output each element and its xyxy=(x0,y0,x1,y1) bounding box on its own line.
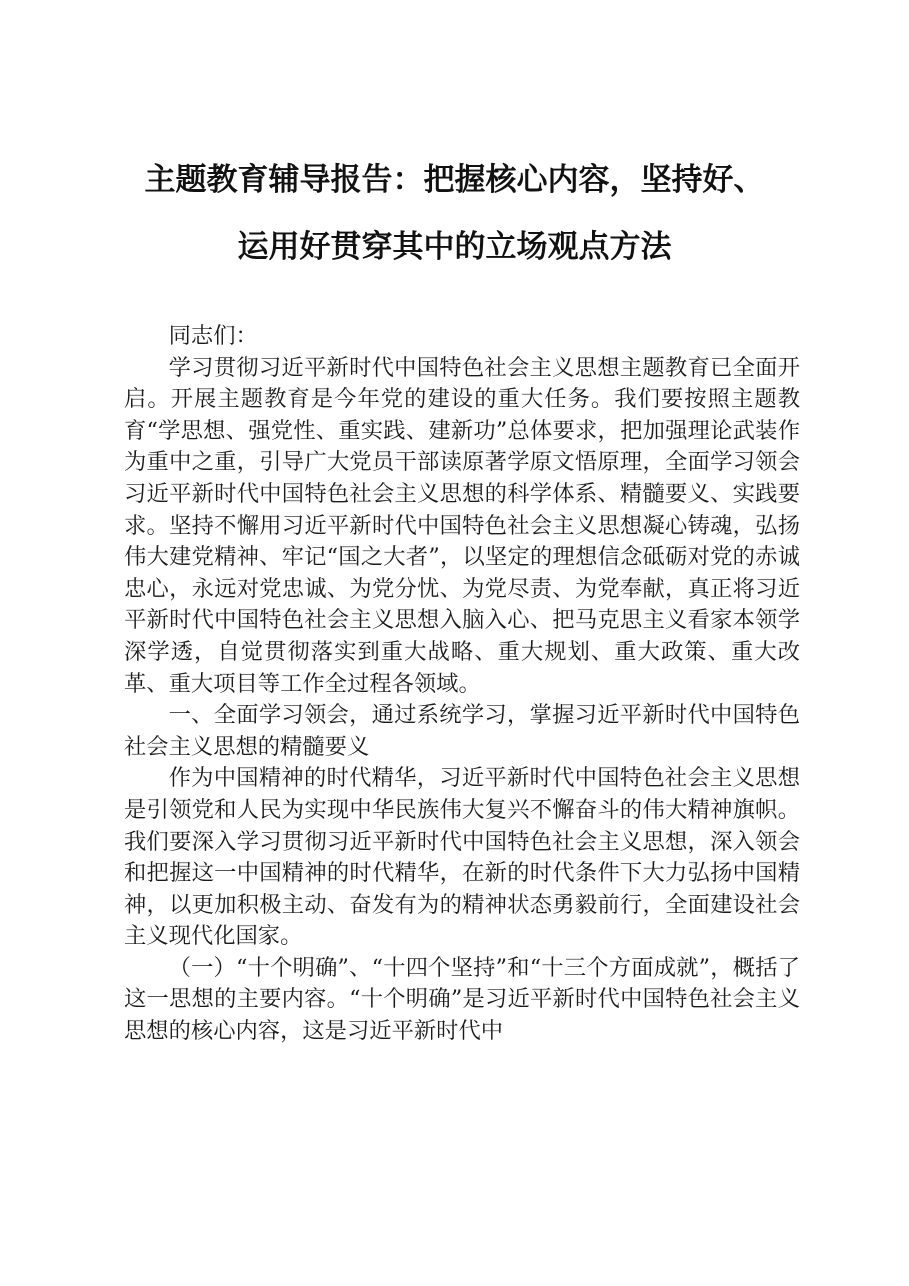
document-body xyxy=(124,321,800,1048)
document-title-line-1: 主题教育辅导报告：把握核心内容，坚持好、 xyxy=(144,162,765,198)
paragraph-section-1: 作为中国精神的时代精华，习近平新时代中国特色社会主义思想是引领党和人民为实现中华民族伟大复兴不懈奋斗的伟大精神旗帜。我们要深入学习贯彻习近平新时代中国特色社会主义思想，深入领会和把握这一中国精神的时代精华，在新的时代条件下大力弘扬中国精神，以更加积极主动、奋发有为的精神状态勇毅前行，全面建设社会主义现代化国家。 xyxy=(124,765,800,950)
salutation: 同志们： xyxy=(168,323,258,349)
document-title-line-2: 运用好贯穿其中的立场观点方法 xyxy=(237,229,672,265)
section-heading-1: 一、全面学习领会，通过系统学习，掌握习近平新时代中国特色社会主义思想的精髓要义 xyxy=(124,702,800,760)
subsection-heading-1: （一）“十个明确”、“十四个坚持”和“十三个方面成就”，概括了这一思想的主要内容。“十个明确”是习近平新时代中国特色社会主义思想的核心内容，这是习近平新时代中 xyxy=(124,954,800,1045)
paragraph-intro: 学习贯彻习近平新时代中国特色社会主义思想主题教育已全面开启。开展主题教育是今年党的建设的重大任务。我们要按照主题教育“学思想、强党性、重实践、建新功”总体要求，把加强理论武装作为重中之重，引导广大党员干部读原著学原文悟原理，全面学习领会习近平新时代中国特色社会主义思想的科学体系、精髓要义、实践要求。坚持不懈用习近平新时代中国特色社会主义思想凝心铸魂，弘扬伟大建党精神、牢记“国之大者”，以坚定的理想信念砥砺对党的赤诚忠心，永远对党忠诚、为党分忧、为党尽责、为党奉献，真正将习近平新时代中国特色社会主义思想入脑入心、把马克思主义看家本领学深学透，自觉贯彻落实到重大战略、重大规划、重大政策、重大改革、重大项目等工作全过程各领域。 xyxy=(124,354,800,697)
